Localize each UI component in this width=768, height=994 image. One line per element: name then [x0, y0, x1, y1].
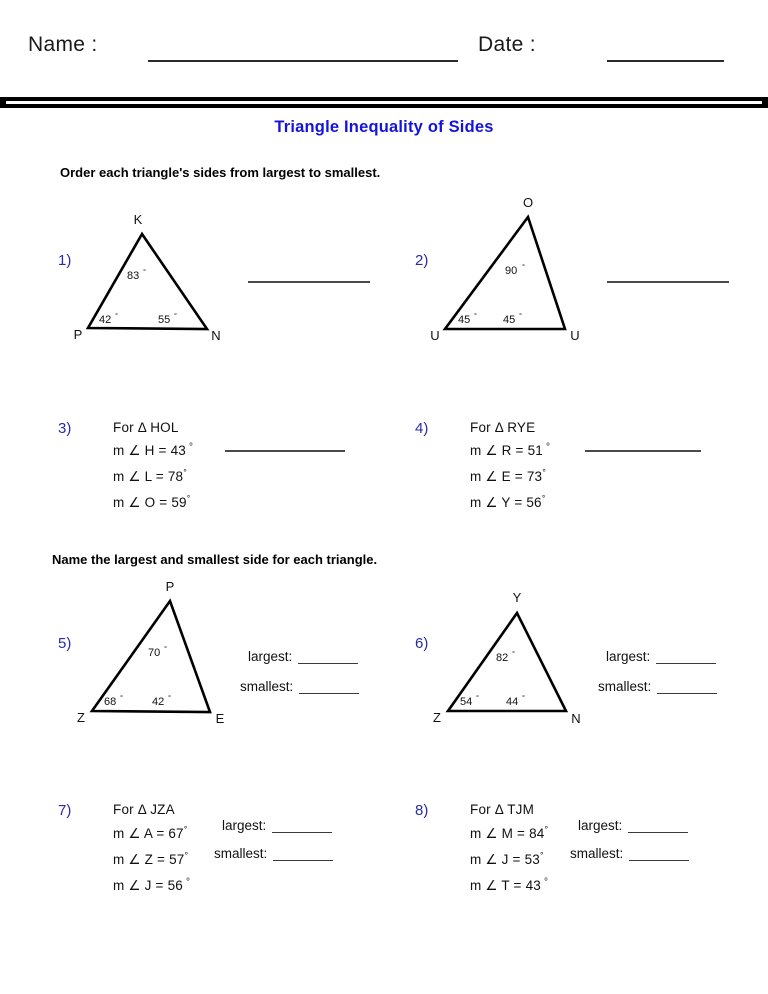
degree-symbol: ° [544, 824, 549, 835]
angle-label-left: 54 [460, 696, 473, 708]
angle-label-left: 45 [458, 314, 471, 326]
problem-8-line-3 [470, 878, 548, 894]
section-2-instruction: Name the largest and smallest side for each triangle. [52, 552, 378, 567]
problem-7-heading: For Δ JZA [113, 802, 175, 817]
vertex-label-right: E [215, 711, 225, 726]
date-label: Date : [478, 33, 536, 56]
problem-2-number: 2) [415, 252, 429, 269]
degree-symbol: ° [546, 441, 551, 453]
problem-8-heading: For Δ TJM [470, 802, 535, 817]
angle-degree-left: ° [115, 311, 118, 320]
angle-degree-right: ° [519, 311, 522, 320]
problem-8-largest-blank[interactable] [628, 832, 688, 833]
problem-5-smallest-blank[interactable] [299, 693, 359, 694]
problem-7-largest-prompt [222, 818, 332, 833]
vertex-label-apex: O [522, 195, 534, 210]
problem-5-largest-blank[interactable] [298, 663, 358, 664]
vertex-label-left: P [73, 327, 83, 342]
vertex-label-left: Z [433, 710, 441, 725]
problem-7-smallest-blank[interactable] [273, 860, 333, 861]
degree-symbol: ° [183, 824, 188, 835]
problem-8-number: 8) [415, 802, 429, 819]
date-input-line[interactable] [607, 60, 724, 62]
problem-7-smallest-prompt [214, 846, 333, 861]
degree-symbol: ° [544, 876, 549, 888]
angle-label-apex: 70 [148, 647, 161, 659]
problem-5-largest-prompt [248, 649, 358, 664]
angle-measure: m ∠ E = 73 [470, 469, 543, 484]
problem-1-triangle [66, 206, 236, 346]
vertex-label-apex: Y [512, 590, 522, 605]
angle-label-apex: 90 [505, 265, 518, 277]
problem-6-smallest-prompt [598, 679, 717, 694]
angle-measure: m ∠ J = 53 [470, 852, 541, 867]
degree-symbol: ° [542, 467, 547, 478]
triangle-figure-6 [428, 585, 598, 730]
problem-1-answer-line[interactable] [248, 281, 370, 283]
problem-4-line-2 [470, 469, 546, 485]
largest-label: largest: [222, 818, 267, 833]
angle-degree-left: ° [476, 693, 479, 702]
problem-4-heading: For Δ RYE [470, 420, 536, 435]
problem-2-triangle [425, 190, 595, 345]
smallest-label: smallest: [240, 679, 294, 694]
vertex-label-right: N [211, 328, 221, 343]
largest-label: largest: [578, 818, 623, 833]
vertex-label-left: U [430, 328, 440, 343]
largest-label: largest: [248, 649, 293, 664]
degree-symbol: ° [186, 493, 191, 504]
triangle-figure-5 [70, 575, 245, 730]
problem-2-answer-line[interactable] [607, 281, 729, 283]
problem-3-line-2 [113, 469, 187, 485]
problem-8-line-1 [470, 826, 548, 842]
vertex-label-apex: K [133, 212, 143, 227]
problem-3-number: 3) [58, 420, 72, 437]
angle-label-apex: 82 [496, 652, 509, 664]
smallest-label: smallest: [570, 846, 624, 861]
angle-measure: m ∠ Z = 57 [113, 852, 185, 867]
angle-measure: m ∠ H = 43 [113, 443, 187, 458]
degree-symbol: ° [184, 850, 189, 861]
page-title: Triangle Inequality of Sides [274, 118, 494, 136]
problem-4-line-3 [470, 495, 546, 511]
degree-symbol: ° [189, 441, 194, 453]
problem-6-largest-prompt [606, 649, 716, 664]
vertex-label-apex: P [165, 579, 175, 594]
problem-6-triangle [428, 585, 598, 730]
angle-label-left: 68 [104, 696, 117, 708]
problem-3-line-1 [113, 443, 193, 459]
problem-7-line-1 [113, 826, 188, 842]
angle-degree-apex: ° [512, 649, 515, 658]
angle-degree-left: ° [120, 693, 123, 702]
degree-symbol: ° [183, 467, 188, 478]
problem-5-smallest-prompt [240, 679, 359, 694]
angle-measure: m ∠ R = 51 [470, 443, 544, 458]
angle-label-apex: 83 [127, 270, 140, 282]
section-1-instruction: Order each triangle's sides from largest to smallest. [60, 165, 381, 180]
vertex-label-left: Z [77, 710, 85, 725]
problem-6-largest-blank[interactable] [656, 663, 716, 664]
angle-label-right: 55 [158, 314, 171, 326]
problem-6-number: 6) [415, 635, 429, 652]
angle-degree-right: ° [174, 311, 177, 320]
degree-symbol: ° [186, 876, 191, 888]
angle-measure: m ∠ A = 67 [113, 826, 184, 841]
problem-4-line-1 [470, 443, 550, 459]
vertex-label-right: U [570, 328, 580, 343]
angle-label-right: 42 [152, 696, 165, 708]
problem-6-smallest-blank[interactable] [657, 693, 717, 694]
angle-degree-apex: ° [143, 267, 146, 276]
smallest-label: smallest: [598, 679, 652, 694]
largest-label: largest: [606, 649, 651, 664]
name-input-line[interactable] [148, 60, 458, 62]
angle-label-right: 45 [503, 314, 516, 326]
problem-7-line-3 [113, 878, 190, 894]
header-divider-inner [6, 101, 762, 104]
problem-8-smallest-blank[interactable] [629, 860, 689, 861]
angle-degree-right: ° [522, 693, 525, 702]
angle-degree-left: ° [474, 311, 477, 320]
triangle-figure-2 [425, 190, 595, 345]
degree-symbol: ° [541, 493, 546, 504]
smallest-label: smallest: [214, 846, 268, 861]
problem-4-number: 4) [415, 420, 429, 437]
problem-3-heading: For Δ HOL [113, 420, 179, 435]
problem-3-answer-line[interactable] [225, 450, 345, 452]
problem-8-largest-prompt [578, 818, 688, 833]
header-divider [0, 97, 768, 108]
angle-measure: m ∠ M = 84 [470, 826, 545, 841]
name-label: Name : [28, 33, 98, 56]
angle-degree-apex: ° [164, 644, 167, 653]
angle-measure: m ∠ J = 56 [113, 878, 184, 893]
angle-measure: m ∠ Y = 56 [470, 495, 542, 510]
problem-5-triangle [70, 575, 245, 730]
problem-7-number: 7) [58, 802, 72, 819]
angle-degree-apex: ° [522, 262, 525, 271]
triangle-figure-1 [66, 206, 236, 346]
angle-measure: m ∠ O = 59 [113, 495, 187, 510]
angle-label-right: 44 [506, 696, 519, 708]
problem-5-number: 5) [58, 635, 72, 652]
problem-7-line-2 [113, 852, 188, 868]
angle-measure: m ∠ T = 43 [470, 878, 542, 893]
problem-7-largest-blank[interactable] [272, 832, 332, 833]
angle-degree-right: ° [168, 693, 171, 702]
problem-4-answer-line[interactable] [585, 450, 701, 452]
problem-8-smallest-prompt [570, 846, 689, 861]
problem-1-number: 1) [58, 252, 72, 269]
problem-3-line-3 [113, 495, 191, 511]
angle-label-left: 42 [99, 314, 112, 326]
vertex-label-right: N [571, 711, 581, 726]
degree-symbol: ° [540, 850, 544, 861]
angle-measure: m ∠ L = 78 [113, 469, 184, 484]
problem-8-line-2 [470, 852, 544, 868]
